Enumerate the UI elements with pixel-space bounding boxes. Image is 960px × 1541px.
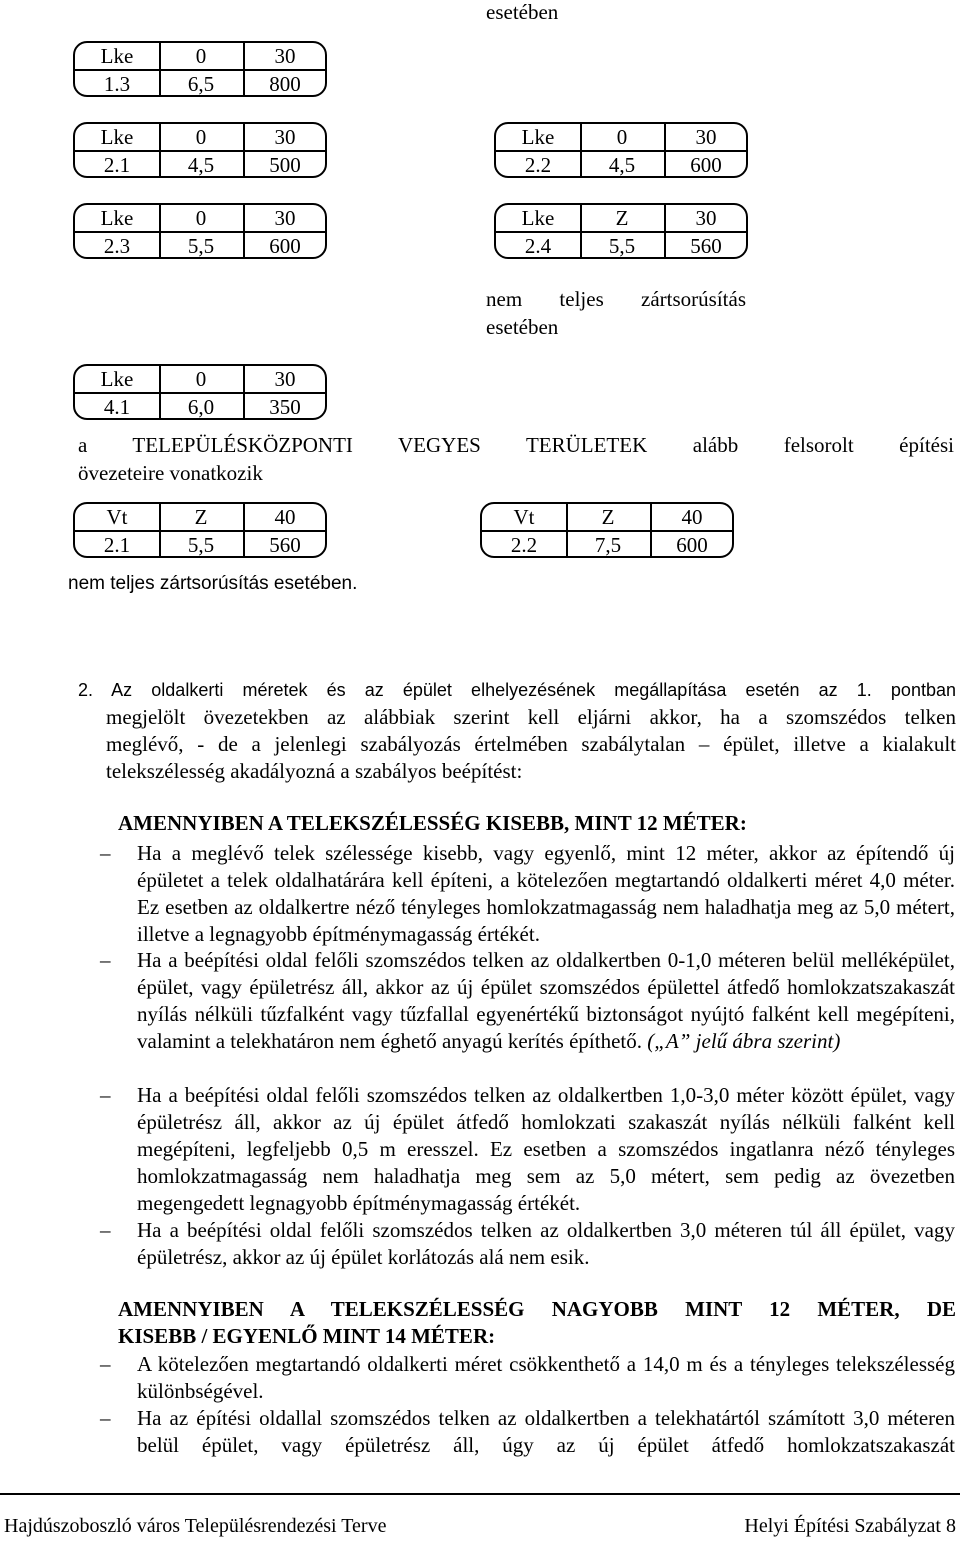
dash-bullet: – (100, 1083, 111, 1107)
zone-box-vt-2-2 (480, 502, 734, 558)
zone-box-lke-1-3 (73, 41, 327, 97)
list-item-text: Ha a beépítési oldal felőli szomszédos telken az oldalkertben 3,0 méteren túl áll épület, vagy épületrész, akkor az új épület korlátozás alá nem esik. (137, 1218, 955, 1269)
zone-number: 2.1 (103, 153, 131, 177)
zone-roof: 0 (195, 367, 207, 391)
zone-coverage: 30 (274, 367, 296, 391)
list-item (100, 1082, 955, 1217)
zone-number: 2.2 (524, 153, 552, 177)
zone-code: Lke (100, 206, 134, 230)
zone-roof: 0 (195, 125, 207, 149)
zone-min-area: 600 (269, 234, 301, 258)
section-2-line-3: meglévő, - de a jelenlegi szabályozás értelmében szabálytalan – épület, illetve a kialakult (106, 732, 956, 756)
list-item-text: Ha a beépítési oldal felőli szomszédos telken az oldalkertben 0-1,0 méteren belül melléképület, épület, vagy épületrész áll, akkor az új épület szomszédos épülettel átfedő homlokzatszakaszát nyílás nélküli tűzfalként vagy tűzfallal egyenértékű biztonságot nyújtó falként kell megépíteni, valamint a telekhatáron nem éghető anyagú kerítés építhető. („A” jelű ábra szerint) (137, 948, 955, 1053)
zone-box-lke-2-4 (494, 203, 748, 259)
heading-12-to-14m-cont: KISEBB / EGYENLŐ MINT 14 MÉTER: (118, 1324, 496, 1348)
section-2-line-4: telekszélesség akadályozná a szabályos beépítést: (106, 759, 523, 783)
zone-coverage: 40 (274, 505, 296, 529)
zone-height: 5,5 (608, 234, 636, 258)
heading-under-12m: AMENNYIBEN A TELEKSZÉLESSÉG KISEBB, MINT 12 MÉTER: (118, 811, 747, 835)
zone-box-lke-2-2 (494, 122, 748, 178)
figure-reference: („A” jelű ábra szerint) (641, 1029, 841, 1053)
zone-number: 1.3 (103, 72, 131, 96)
list-item-text: Ha a meglévő telek szélessége kisebb, vagy egyenlő, mint 12 méter, akkor az építendő új épületet a telek oldalhatárára kell építeni, a kötelezően megtartandó oldalkerti méret 4,0 méter. Ez esetben az oldalkertre néző tényleges homlokzatmagasság nem haladhatja meg az 5,0 métert, illetve a legnagyobb építménymagasság értékét. (137, 841, 955, 946)
zone-min-area: 500 (269, 153, 301, 177)
zone-roof: Z (194, 505, 208, 529)
section-2-line-1: 2. Az oldalkerti méretek és az épület elhelyezésének megállapítása esetén az 1. pontban (78, 680, 956, 700)
zone-roof: 0 (616, 125, 628, 149)
continuation-text: esetében (486, 0, 559, 24)
list-item (100, 1405, 955, 1459)
zone-min-area: 560 (690, 234, 722, 258)
zone-height: 5,5 (187, 234, 215, 258)
central-zone-intro-cont: övezeteire vonatkozik (78, 461, 263, 485)
zone-code: Lke (100, 125, 134, 149)
dash-bullet: – (100, 841, 111, 865)
zone-box-lke-2-3 (73, 203, 327, 259)
list-item (100, 1351, 955, 1405)
zone-code: Lke (521, 125, 555, 149)
zone-height: 7,5 (594, 533, 622, 557)
zone-number: 4.1 (103, 395, 131, 419)
list-item-text: Ha a beépítési oldal felőli szomszédos telken az oldalkertben 1,0-3,0 méter között épület, vagy épületrész áll, akkor az új épület átfedő homlokzati szakaszát nyílás nélküli falként kell megépíteni, legfeljebb 0,5 m eresszel. Ez esetben a szomszédos ingatlanra néző tényleges homlokzatmagasság nem haladhatja meg sem az 5,0 métert, sem pedig az övezetben megengedett legnagyobb építménymagasság értékét. (137, 1083, 955, 1215)
zone-coverage: 30 (274, 44, 296, 68)
zone-code: Vt (513, 505, 535, 529)
partial-row-note-cont: esetében (486, 315, 559, 339)
zone-roof: 0 (195, 44, 207, 68)
zone-min-area: 600 (676, 533, 708, 557)
zone-number: 2.2 (510, 533, 538, 557)
zone-coverage: 40 (681, 505, 703, 529)
heading-12-to-14m: AMENNYIBEN A TELEKSZÉLESSÉG NAGYOBB MINT 12 MÉTER, DE (118, 1297, 956, 1321)
zone-coverage: 30 (695, 206, 717, 230)
zone-box-vt-2-1 (73, 502, 327, 558)
section-2-line-2: megjelölt övezetekben az alábbiak szerint kell eljárni akkor, ha a szomszédos telken (106, 705, 956, 729)
list-item-text: Ha az építési oldallal szomszédos telken az oldalkertben a telekhatártól számított 3,0 méteren belül épület, vagy épületrész áll, úgy az új épület átfedő homlokzatszakaszát (137, 1406, 955, 1457)
list-item-text: A kötelezően megtartandó oldalkerti méret csökkenthető a 14,0 m és a tényleges telekszélesség különbségével. (137, 1352, 955, 1403)
zone-code: Lke (521, 206, 555, 230)
list-item (100, 947, 955, 1082)
zone-code: Lke (100, 367, 134, 391)
zone-height: 5,5 (187, 533, 215, 557)
central-zone-intro: a TELEPÜLÉSKÖZPONTI VEGYES TERÜLETEK alább felsorolt építési (78, 433, 954, 457)
zone-height: 6,0 (187, 395, 215, 419)
zone-min-area: 800 (269, 72, 301, 96)
footer-page-label: Helyi Építési Szabályzat 8 (744, 1515, 956, 1537)
zone-coverage: 30 (695, 125, 717, 149)
footer-document-title: Hajdúszoboszló város Településrendezési Terve (4, 1515, 387, 1537)
list-item (100, 1217, 955, 1271)
zone-height: 4,5 (608, 153, 636, 177)
zone-coverage: 30 (274, 206, 296, 230)
dash-bullet: – (100, 1218, 111, 1242)
zone-number: 2.3 (103, 234, 131, 258)
partial-row-note: nem teljes zártsorúsítás (486, 287, 746, 311)
zone-roof: 0 (195, 206, 207, 230)
zone-number: 2.1 (103, 533, 131, 557)
zone-min-area: 560 (269, 533, 301, 557)
zone-coverage: 30 (274, 125, 296, 149)
zone-box-lke-2-1 (73, 122, 327, 178)
zone-roof: Z (601, 505, 615, 529)
vt-note: nem teljes zártsorúsítás esetében. (68, 573, 358, 594)
zone-min-area: 600 (690, 153, 722, 177)
page-footer (0, 1493, 960, 1541)
zone-code: Lke (100, 44, 134, 68)
zone-roof: Z (615, 206, 629, 230)
zone-height: 4,5 (187, 153, 215, 177)
dash-bullet: – (100, 1406, 111, 1430)
zone-number: 2.4 (524, 234, 552, 258)
list-item (100, 840, 955, 948)
zone-box-lke-4-1 (73, 364, 327, 420)
dash-bullet: – (100, 948, 111, 972)
zone-height: 6,5 (187, 72, 215, 96)
zone-code: Vt (106, 505, 128, 529)
zone-min-area: 350 (269, 395, 301, 419)
dash-bullet: – (100, 1352, 111, 1376)
